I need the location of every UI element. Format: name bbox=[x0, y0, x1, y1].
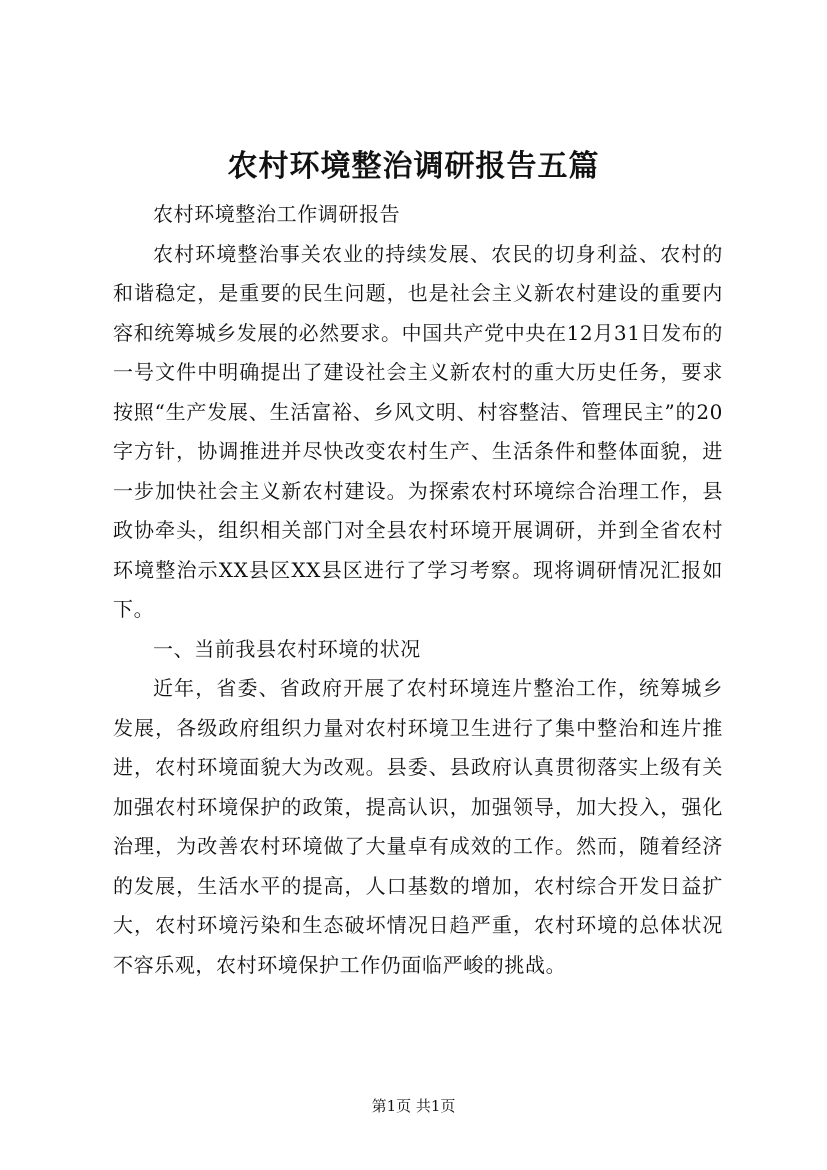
status-paragraph: 近年，省委、省政府开展了农村环境连片整治工作，统筹城乡发展，各级政府组织力量对农村环境卫生进行了集中整治和连片推进，农村环境面貌大为改观。县委、县政府认真贯彻落实上级有关加强农村环境保护的政策，提高认识，加强领导，加大投入，强化治理，为改善农村环境做了大量卓有成效的工作。然而，随着经济的发展，生活水平的提高，人口基数的增加，农村综合开发日益扩大，农村环境污染和生态破坏情况日趋严重，农村环境的总体状况不容乐观，农村环境保护工作仍面临严峻的挑战。 bbox=[113, 676, 723, 977]
document-title: 农村环境整治调研报告五篇 bbox=[227, 149, 600, 184]
section-subtitle: 农村环境整治工作调研报告 bbox=[153, 202, 401, 226]
document-body bbox=[113, 195, 723, 985]
intro-paragraph: 农村环境整治事关农业的持续发展、农民的切身利益、农村的和谐稳定，是重要的民生问题，也是社会主义新农村建设的重要内容和统筹城乡发展的必然要求。中国共产党中央在12月31日发布的一号文件中明确提出了建设社会主义新农村的重大历史任务，要求按照“生产发展、生活富裕、乡风文明、村容整洁、管理民主”的20字方针，协调推进并尽快改变农村生产、生活条件和整体面貌，进一步加快社会主义新农村建设。为探索农村环境综合治理工作，县政协牵头，组织相关部门对全县农村环境开展调研，并到全省农村环境整治示XX县区XX县区进行了学习考察。现将调研情况汇报如下。 bbox=[113, 241, 723, 621]
section-heading: 一、当前我县农村环境的状况 bbox=[153, 636, 421, 661]
page-number-footer: 第1页 共1页 bbox=[371, 1097, 456, 1115]
